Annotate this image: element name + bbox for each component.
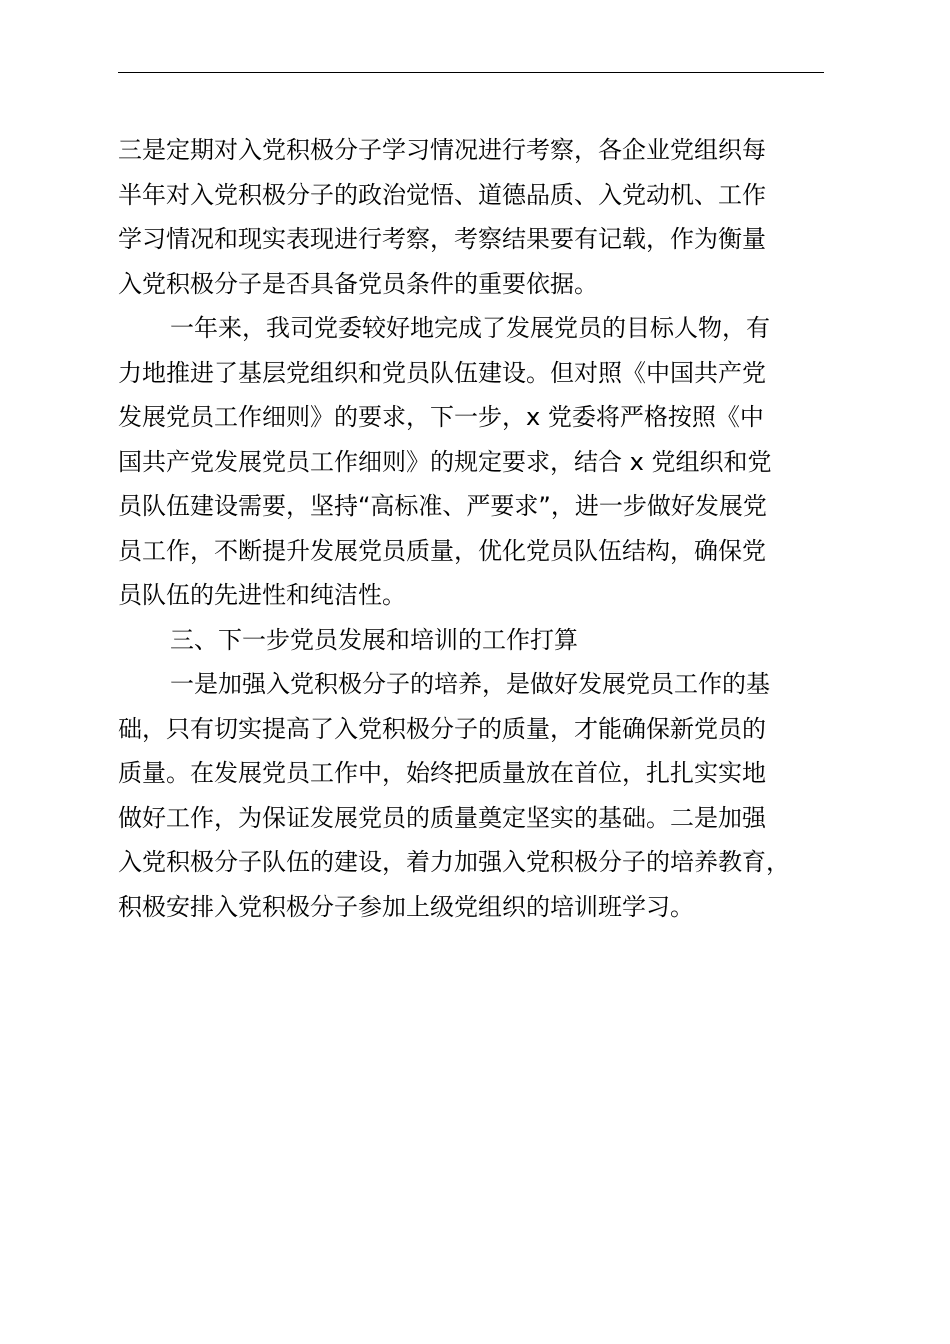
text-line: 力地推进了基层党组织和党员队伍建设。但对照《中国共产党 [118,358,766,387]
section-heading: 三、下一步党员发展和培训的工作打算 [170,625,578,654]
text-line: 础，只有切实提高了入党积极分子的质量，才能确保新党员的 [118,714,766,743]
text-line: 学习情况和现实表现进行考察，考察结果要有记载，作为衡量 [118,225,766,253]
text-line: 做好工作，为保证发展党员的质量奠定坚实的基础。二是加强 [118,803,766,832]
text-line: 三是定期对入党积极分子学习情况进行考察，各企业党组织每 [118,136,766,164]
text-line: 质量。在发展党员工作中，始终把质量放在首位，扎扎实实地 [118,759,766,787]
paragraph-start-line: 一是加强入党积极分子的培养，是做好发展党员工作的基 [170,670,770,698]
text-line: 入党积极分子是否具备党员条件的重要依据。 [118,269,598,298]
text-line: 国共产党发展党员工作细则》的规定要求，结合 x 党组织和党 [118,447,772,476]
paragraph-start-line: 一年来，我司党委较好地完成了发展党员的目标人物，有 [170,314,770,342]
document-body [118,128,838,929]
text-line: 积极安排入党积极分子参加上级党组织的培训班学习。 [118,892,694,921]
text-line: 半年对入党积极分子的政治觉悟、道德品质、入党动机、工作 [118,180,766,209]
text-line: 员工作，不断提升发展党员质量，优化党员队伍结构，确保党 [118,536,766,565]
text-line: 入党积极分子队伍的建设，着力加强入党积极分子的培养教育， [118,848,790,876]
text-line: 员队伍的先进性和纯洁性。 [118,581,406,609]
header-rule [118,72,824,73]
text-line: 发展党员工作细则》的要求，下一步，x 党委将严格按照《中 [118,403,764,431]
text-line: 员队伍建设需要，坚持“高标准、严要求”，进一步做好发展党 [118,492,767,520]
